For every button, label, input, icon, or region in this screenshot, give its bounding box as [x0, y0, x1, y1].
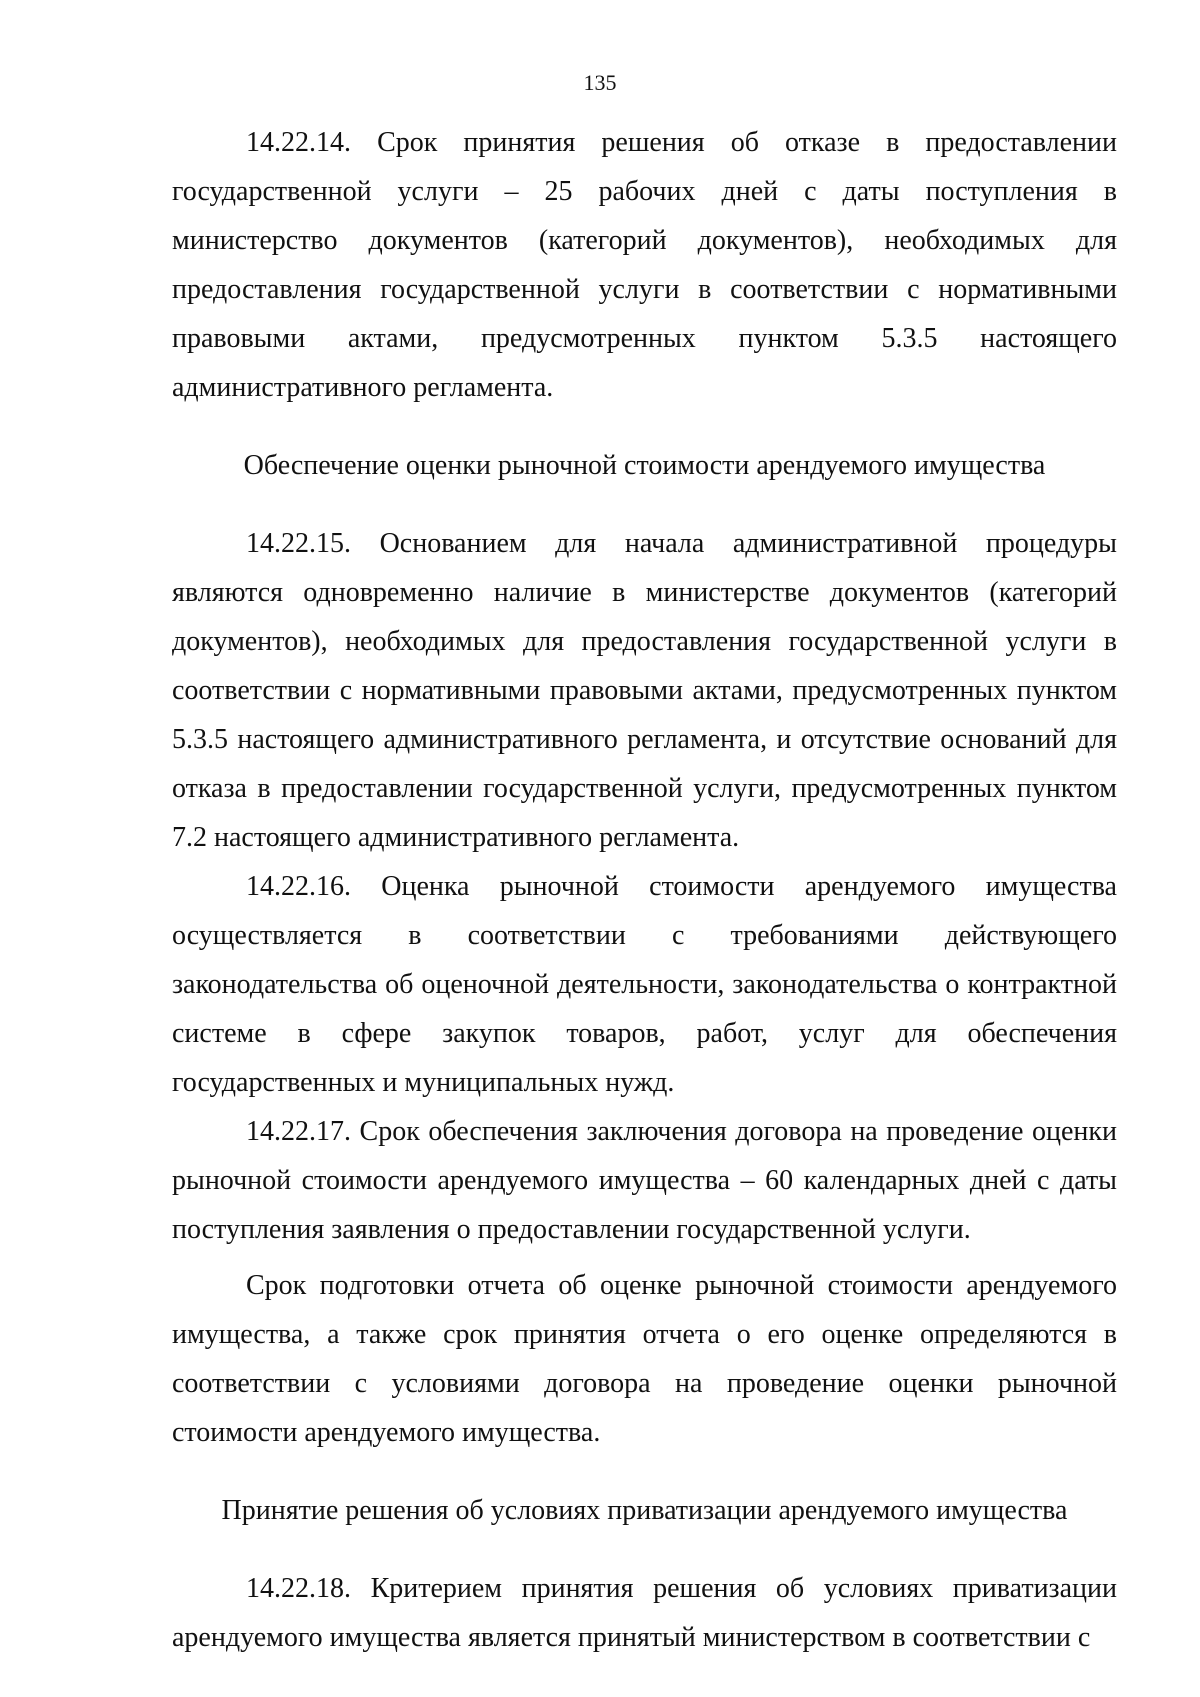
page-number: 135	[583, 70, 617, 95]
paragraph-14-22-14: 14.22.14. Срок принятия решения об отказе в предоставлении государственной услуги – 25 рабочих дней с даты поступления в министерство документов (категорий документов), необходимых для предоставления государственной услуги в соответствии с нормативными правовыми актами, предусмотренных пунктом 5.3.5 настоящего административного регламента.	[172, 127, 1117, 403]
section-heading-privatization-conditions: Принятие решения об условиях приватизации арендуемого имущества	[221, 1495, 1068, 1526]
document-body	[172, 118, 1117, 1662]
paragraph-14-22-18: 14.22.18. Критерием принятия решения об условиях приватизации арендуемого имущества является принятый министерством в соответствии с	[172, 1573, 1117, 1653]
paragraph-valuation-report-deadline: Срок подготовки отчета об оценке рыночной стоимости арендуемого имущества, а также срок принятия отчета о его оценке определяются в соответствии с условиями договора на проведение оценки рыночной стоимости арендуемого имущества.	[172, 1270, 1117, 1448]
paragraph-14-22-17: 14.22.17. Срок обеспечения заключения договора на проведение оценки рыночной стоимости арендуемого имущества – 60 календарных дней с даты поступления заявления о предоставлении государственной услуги.	[172, 1116, 1117, 1245]
section-heading-market-valuation: Обеспечение оценки рыночной стоимости арендуемого имущества	[243, 450, 1046, 481]
paragraph-14-22-15: 14.22.15. Основанием для начала административной процедуры являются одновременно наличие в министерстве документов (категорий документов), необходимых для предоставления государственной услуги в соответствии с нормативными правовыми актами, предусмотренных пунктом 5.3.5 настоящего административного регламента, и отсутствие оснований для отказа в предоставлении государственной услуги, предусмотренных пунктом 7.2 настоящего административного регламента.	[172, 528, 1117, 853]
paragraph-14-22-16: 14.22.16. Оценка рыночной стоимости арендуемого имущества осуществляется в соответствии с требованиями действующего законодательства об оценочной деятельности, законодательства о контрактной системе в сфере закупок товаров, работ, услуг для обеспечения государственных и муниципальных нужд.	[172, 871, 1117, 1098]
